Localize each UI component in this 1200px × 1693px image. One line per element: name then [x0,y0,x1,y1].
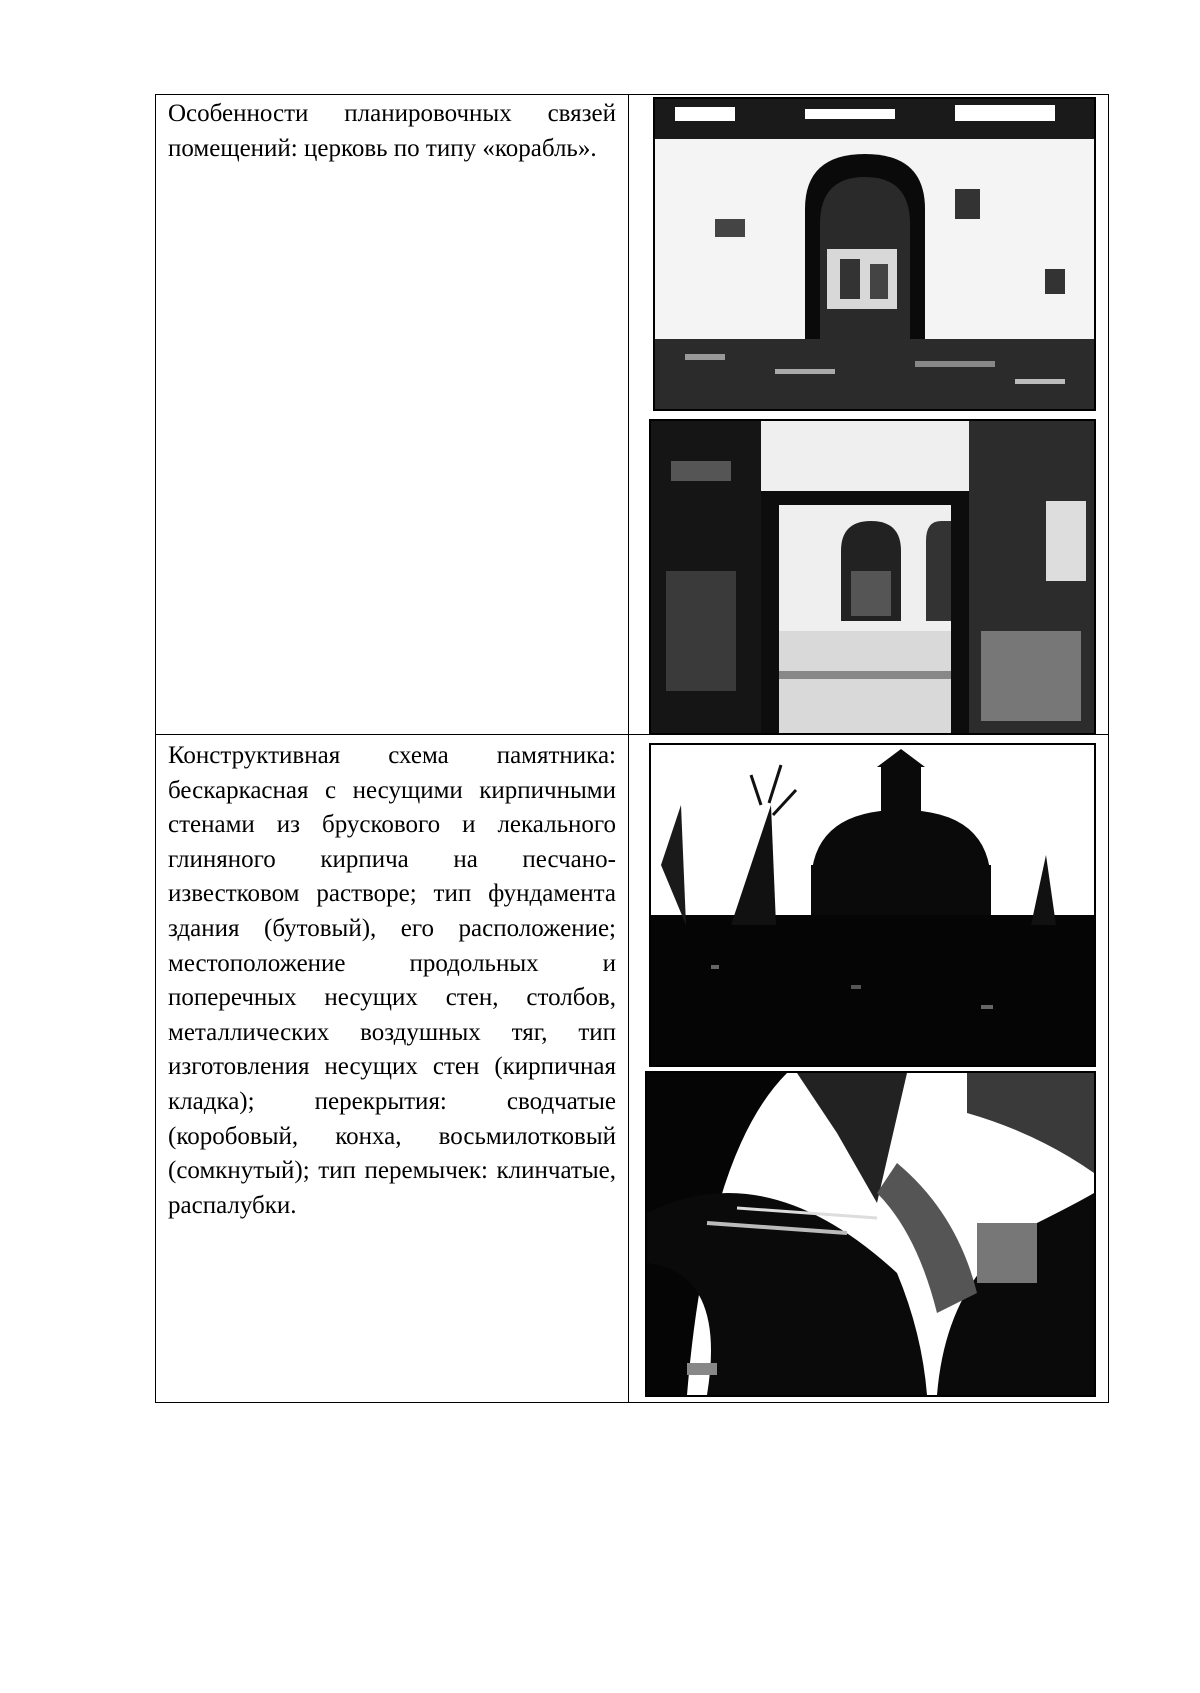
photo-church-silhouette [649,743,1096,1067]
planning-features-text: Особенности планировочных связей помещений: церковь по типу «корабль». [168,100,616,162]
photo-arched-doorway [653,97,1096,411]
table-row [156,735,1109,1403]
photo-cell [629,735,1109,1403]
photo-cell [629,95,1109,735]
description-table [155,94,1109,1403]
photo-interior-doorway [649,419,1096,735]
photo-vault-ruins [645,1071,1096,1397]
text-cell [156,735,629,1403]
text-cell [156,95,629,735]
table-row [156,95,1109,735]
structural-scheme-text: Конструктивная схема памятника: бескаркасная с несущими кирпичными стенами из брускового и лекального глиняного кирпича на песчано-известковом растворе; тип фундамента здания (бутовый), его расположение; местоположение продольных и поперечных несущих стен, столбов, металлических воздушных тяг, тип изготовления несущих стен (кирпичная кладка); перекрытия: сводчатые (коробовый, конха, восьмилотковый (сомкнутый); тип перемычек: клинчатые, распалубки. [168,742,616,1219]
